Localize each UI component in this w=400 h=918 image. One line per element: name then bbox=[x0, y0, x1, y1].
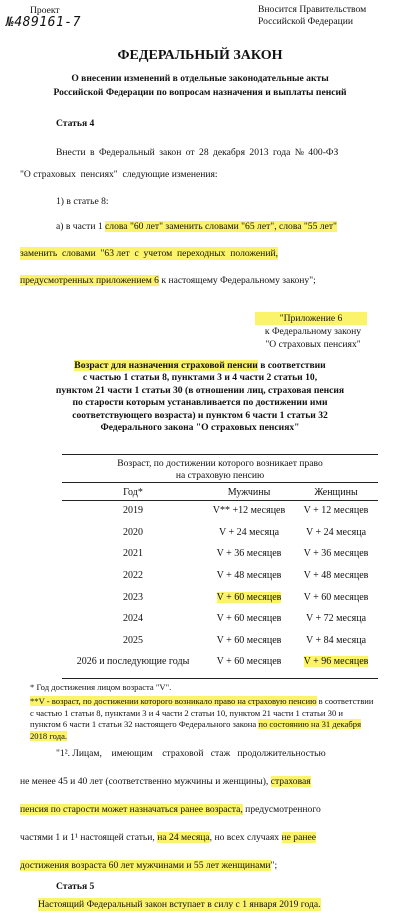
appendix-heading-line2: с частью 1 статьи 8, пунктами 3 и 4 части 2 статьи 10, bbox=[82, 372, 318, 384]
article4-intro-line2: "О страховых пенсиях" следующие изменения: bbox=[20, 169, 218, 180]
women-cell-value: V + 24 месяца bbox=[305, 526, 367, 538]
men-cell-value: V + 24 месяца bbox=[218, 526, 280, 538]
sub-a-line1-highlight: слова "60 лет" заменить словами "65 лет", слова "55 лет" bbox=[105, 221, 337, 232]
table-body-rule bbox=[62, 500, 378, 501]
footnote-2-line4 bbox=[30, 731, 392, 743]
women-cell-value: V + 48 месяцев bbox=[303, 570, 369, 582]
table-caption-line2: на страховую пенсию bbox=[175, 470, 265, 481]
para12-line4-prefix: частями 1 и 1¹ настоящей статьи, bbox=[20, 832, 158, 843]
year-cell bbox=[62, 630, 204, 652]
footnote-2-line4-highlight: 2018 года. bbox=[30, 730, 68, 741]
para12-line2-highlight: страховая bbox=[270, 776, 311, 787]
table-row bbox=[62, 651, 378, 673]
footnote-2 bbox=[30, 696, 392, 742]
men-cell bbox=[204, 630, 294, 652]
year-cell-value: 2026 и последующие годы bbox=[76, 656, 190, 668]
women-cell-value: V + 12 месяцев bbox=[303, 505, 369, 517]
year-cell-value: 2024 bbox=[123, 613, 143, 625]
year-cell bbox=[62, 586, 204, 608]
para12-line2 bbox=[20, 775, 311, 788]
appendix-line3: "О страховых пенсиях" bbox=[265, 339, 361, 350]
article4-sub-a-line1 bbox=[56, 220, 337, 233]
article4-sub-a-line2: заменить словами "63 лет с учетом переходных положений, bbox=[20, 248, 278, 259]
table-header-rule bbox=[62, 482, 378, 483]
footnote-2-highlight: **V - возраст, по достижении которого возникало право на страховую пенсию bbox=[30, 696, 317, 706]
women-cell-value: V + 84 месяца bbox=[305, 634, 367, 646]
women-cell bbox=[294, 630, 378, 652]
project-number: №489161-7 bbox=[6, 15, 81, 30]
law-title: ФЕДЕРАЛЬНЫЙ ЗАКОН bbox=[117, 48, 283, 63]
table-header-row bbox=[62, 484, 378, 500]
para12-line3 bbox=[20, 803, 321, 816]
year-cell bbox=[62, 651, 204, 673]
para12-line5-highlight: достижения возраста 60 лет мужчинами и 55 лет женщинами bbox=[20, 860, 271, 871]
year-cell bbox=[62, 608, 204, 630]
para12-line3-highlight: пенсия по старости может назначаться ранее возраста, bbox=[20, 804, 243, 815]
appendix-heading-highlight: Возраст для назначения страховой пенсии bbox=[74, 360, 258, 371]
table-row bbox=[62, 565, 378, 587]
para12-line4-highlight-1: на 24 месяца bbox=[157, 832, 210, 843]
men-cell-value: V + 60 месяцев bbox=[216, 634, 282, 646]
footnote-2-line2: с частью 1 статьи 8, пунктами 3 и 4 части 2 статьи 10, пунктом 21 части 1 статьи 30 и bbox=[30, 707, 344, 718]
men-cell-value: V + 60 месяцев bbox=[216, 591, 282, 603]
footnote-2-line3-highlight: по состоянию на 31 декабря bbox=[258, 719, 362, 729]
men-cell bbox=[204, 608, 294, 630]
footnote-2-line1 bbox=[30, 696, 392, 708]
table-row bbox=[62, 543, 378, 565]
age-table bbox=[62, 484, 378, 673]
para12-line1: "1². Лицам, имеющим страховой стаж продолжительностью bbox=[56, 748, 326, 759]
women-cell bbox=[294, 586, 378, 608]
sub-a-line3-rest: к настоящему Федеральному закону"; bbox=[158, 275, 316, 286]
para12-line2-prefix: не менее 45 и 40 лет (соответственно мужчины и женщины), bbox=[20, 776, 271, 787]
appendix-heading-line3: пунктом 21 части 1 статьи 30 (в отношении лиц, страховая пенсия bbox=[55, 384, 345, 396]
para12-line5 bbox=[20, 859, 277, 872]
article5-heading: Статья 5 bbox=[56, 881, 95, 892]
year-cell bbox=[62, 500, 204, 522]
men-cell-value: V + 48 месяцев bbox=[216, 570, 282, 582]
women-cell bbox=[294, 543, 378, 565]
para12-line4-mid: , но всех случаях bbox=[209, 832, 282, 843]
appendix-title: "Приложение 6 bbox=[255, 312, 367, 325]
table-bottom-rule bbox=[62, 678, 378, 679]
law-subtitle: О внесении изменений в отдельные законодательные акты Российской Федерации по вопросам назначения и выплаты пенсий bbox=[53, 73, 347, 98]
table-row bbox=[62, 630, 378, 652]
sub-a-line1-prefix: а) в части 1 bbox=[56, 221, 106, 232]
year-cell-value: 2021 bbox=[123, 548, 143, 560]
year-cell-value: 2020 bbox=[123, 526, 143, 538]
table-row bbox=[62, 608, 378, 630]
year-cell bbox=[62, 522, 204, 544]
women-cell-value: V + 96 месяцев bbox=[303, 656, 369, 668]
article4-sub-a-line3 bbox=[20, 274, 316, 287]
men-cell bbox=[204, 651, 294, 673]
para12-line3-rest: предусмотренного bbox=[242, 804, 321, 815]
men-cell-value: V + 60 месяцев bbox=[216, 656, 282, 668]
men-cell bbox=[204, 500, 294, 522]
appendix-heading-line1-rest: в соответствии bbox=[257, 360, 326, 371]
table-row bbox=[62, 522, 378, 544]
year-cell-value: 2019 bbox=[123, 505, 143, 517]
year-cell-value: 2023 bbox=[123, 591, 143, 603]
para12-line4 bbox=[20, 831, 316, 844]
women-cell bbox=[294, 608, 378, 630]
article4-intro-line1: Внести в Федеральный закон от 28 декабря 2013 года № 400-ФЗ bbox=[56, 147, 339, 158]
col-header-men: Мужчины bbox=[227, 486, 271, 498]
article5-text: Настоящий Федеральный закон вступает в силу с 1 января 2019 года. bbox=[38, 899, 321, 910]
appendix-heading-line6: Федерального закона "О страховых пенсиях" bbox=[100, 422, 300, 434]
table-caption-line1: Возраст, по достижении которого возникает право bbox=[117, 458, 323, 469]
men-cell bbox=[204, 565, 294, 587]
para12-line5-rest: "; bbox=[270, 860, 278, 871]
women-cell-value: V + 72 месяца bbox=[305, 613, 367, 625]
year-cell bbox=[62, 543, 204, 565]
year-cell-value: 2022 bbox=[123, 570, 143, 582]
submitter: Вносится Правительством Российской Федерации bbox=[258, 4, 367, 27]
footnote-2-line3 bbox=[30, 719, 392, 731]
col-header-year: Год* bbox=[123, 486, 143, 498]
women-cell bbox=[294, 565, 378, 587]
appendix-heading bbox=[0, 360, 400, 434]
table-top-rule bbox=[62, 454, 378, 455]
year-cell bbox=[62, 565, 204, 587]
year-cell-value: 2025 bbox=[123, 634, 143, 646]
para12-line4-highlight-2: не ранее bbox=[281, 832, 316, 843]
article4-heading: Статья 4 bbox=[56, 118, 95, 129]
table-row bbox=[62, 586, 378, 608]
appendix-heading-line5: соответствующего возраста) и пунктом 6 части 1 статьи 32 bbox=[72, 409, 328, 421]
footnote-1: * Год достижения лицом возраста "V". bbox=[30, 682, 172, 692]
footnote-2-rest: в соответствии bbox=[316, 696, 374, 706]
men-cell bbox=[204, 586, 294, 608]
women-cell bbox=[294, 522, 378, 544]
men-cell bbox=[204, 543, 294, 565]
table-row bbox=[62, 500, 378, 522]
sub-a-line3-highlight: предусмотренных приложением 6 bbox=[20, 275, 159, 286]
col-header-women: Женщины bbox=[314, 486, 358, 498]
appendix-heading-line4: по старости которым устанавливается по достижении ими bbox=[72, 397, 328, 409]
women-cell bbox=[294, 651, 378, 673]
appendix-line2: к Федеральному закону bbox=[264, 326, 362, 337]
footnote-2-line3-prefix: пунктом 6 части 1 статьи 32 настоящего Федерального закона bbox=[30, 719, 259, 729]
project-label: Проект bbox=[30, 5, 60, 16]
men-cell-value: V + 60 месяцев bbox=[216, 613, 282, 625]
appendix-heading-line1 bbox=[0, 360, 400, 372]
men-cell bbox=[204, 522, 294, 544]
women-cell-value: V + 60 месяцев bbox=[303, 591, 369, 603]
women-cell bbox=[294, 500, 378, 522]
women-cell-value: V + 36 месяцев bbox=[303, 548, 369, 560]
table-caption bbox=[62, 458, 378, 482]
men-cell-value: V** +12 месяцев bbox=[212, 505, 286, 517]
men-cell-value: V + 36 месяцев bbox=[216, 548, 282, 560]
article4-item1: 1) в статье 8: bbox=[56, 196, 109, 207]
